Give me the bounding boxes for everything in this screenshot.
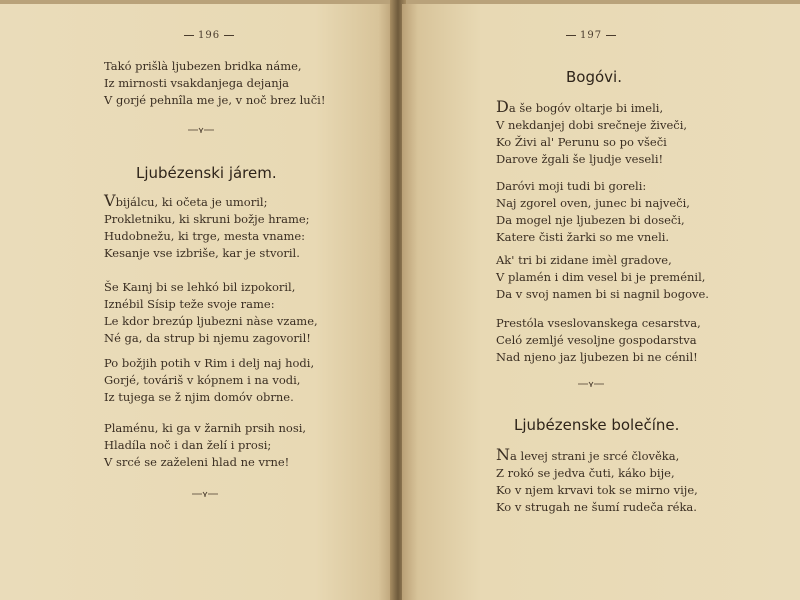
stanza (496, 446, 698, 516)
verse-line: Né ga, da strup bi njemu zagovoril! (104, 331, 311, 345)
verse-line: Katere čisti žarki so me vneli. (496, 230, 670, 244)
drop-cap: V (104, 191, 116, 210)
verse-line: Darove žgali še ljudje veseli! (496, 152, 664, 166)
verse-line: Ak' tri bi zidane imèl gradove, (496, 253, 672, 267)
verse-line: Nad njeno jaz ljubezen bi ne cénil! (496, 350, 698, 364)
verse-line: Hladíla noč i dan želí i prosi; (104, 438, 272, 452)
stanza (496, 315, 701, 366)
verse-line: Da v svoj namen bi si nagnil bogove. (496, 287, 709, 301)
verse-line: Ko Živi al' Perunu so po všeči (496, 135, 667, 149)
verse-line: Hudobnežu, ki trge, mesta vname: (104, 229, 306, 243)
verse-line: V nekdanjej dobi srečneje živeči, (496, 118, 688, 132)
stanza (104, 192, 310, 262)
verse-line: Na levej strani je srcé člověka, (496, 445, 680, 464)
left-page-number: 196 (180, 30, 238, 41)
ornament-icon (186, 125, 216, 135)
verse-line: Plaménu, ki ga v žarnih prsih nosi, (104, 421, 307, 435)
verse-line: Kesanje vse izbriše, kar je stvoril. (104, 246, 300, 260)
right-page (402, 4, 800, 600)
verse-line: Ko v njem krvavi tok se mirno vije, (496, 483, 698, 497)
verse-line: Naj zgorel oven, junec bi največi, (496, 196, 690, 210)
stanza (104, 279, 318, 347)
verse-line: Ko v strugah ne šumí rudeča réka. (496, 500, 697, 514)
verse-line: V srcé se zaželeni hlad ne vrne! (104, 455, 290, 469)
verse-line: Po božjih potih v Rim i delj naj hodi, (104, 356, 315, 370)
verse-line: Prestóla vseslovanskega cesarstva, (496, 316, 701, 330)
verse-line: Le kdor brezúp ljubezni nàse vzame, (104, 314, 318, 328)
verse-line: V plamén i dim vesel bi je preménil, (496, 270, 706, 284)
left-page (0, 4, 394, 600)
verse-line: Iz mirnosti vsakdanjega dejanja (104, 76, 290, 90)
ornament-icon (190, 489, 220, 499)
stanza (104, 355, 314, 406)
right-page-number: 197 (562, 30, 620, 41)
verse-line: Vbijálcu, ki očeta je umoril; (104, 191, 268, 210)
verse-line: Prokletniku, ki skruni božje hrame; (104, 212, 310, 226)
poem-title: Ljubézenski járem. (136, 164, 277, 182)
stanza (496, 98, 687, 168)
verse-line: Iznébil Sísip teže svoje rame: (104, 297, 275, 311)
stanza (496, 178, 690, 246)
verse-line: Gorjé, továriš v kópnem i na vodi, (104, 373, 301, 387)
verse-line: Z rokó se jedva čuti, káko bije, (496, 466, 675, 480)
verse-line: Iz tujega se ž njim domóv obrne. (104, 390, 294, 404)
verse-line: Daróvi moji tudi bi goreli: (496, 179, 647, 193)
poem-title: Bogóvi. (566, 68, 622, 86)
stanza (104, 420, 306, 471)
poem-title: Ljubézenske bolečíne. (514, 416, 680, 434)
verse-line: V gorjé pehnîla me je, v noč brez luči! (104, 93, 326, 107)
stanza (496, 252, 709, 303)
ornament-icon (576, 379, 606, 389)
drop-cap: N (496, 445, 510, 464)
verse-line: Da še bogóv oltarje bi imeli, (496, 97, 664, 116)
verse-line: Da mogel nje ljubezen bi doseči, (496, 213, 685, 227)
verse-line: Še Kaınj bi se lehkó bil izpokoril, (104, 280, 296, 294)
continuation-stanza (104, 58, 325, 109)
verse-line: Celó zemljé vesoljne gospodarstva (496, 333, 697, 347)
verse-line: Takó prišlà ljubezen bridka náme, (104, 59, 302, 73)
drop-cap: D (496, 97, 509, 116)
